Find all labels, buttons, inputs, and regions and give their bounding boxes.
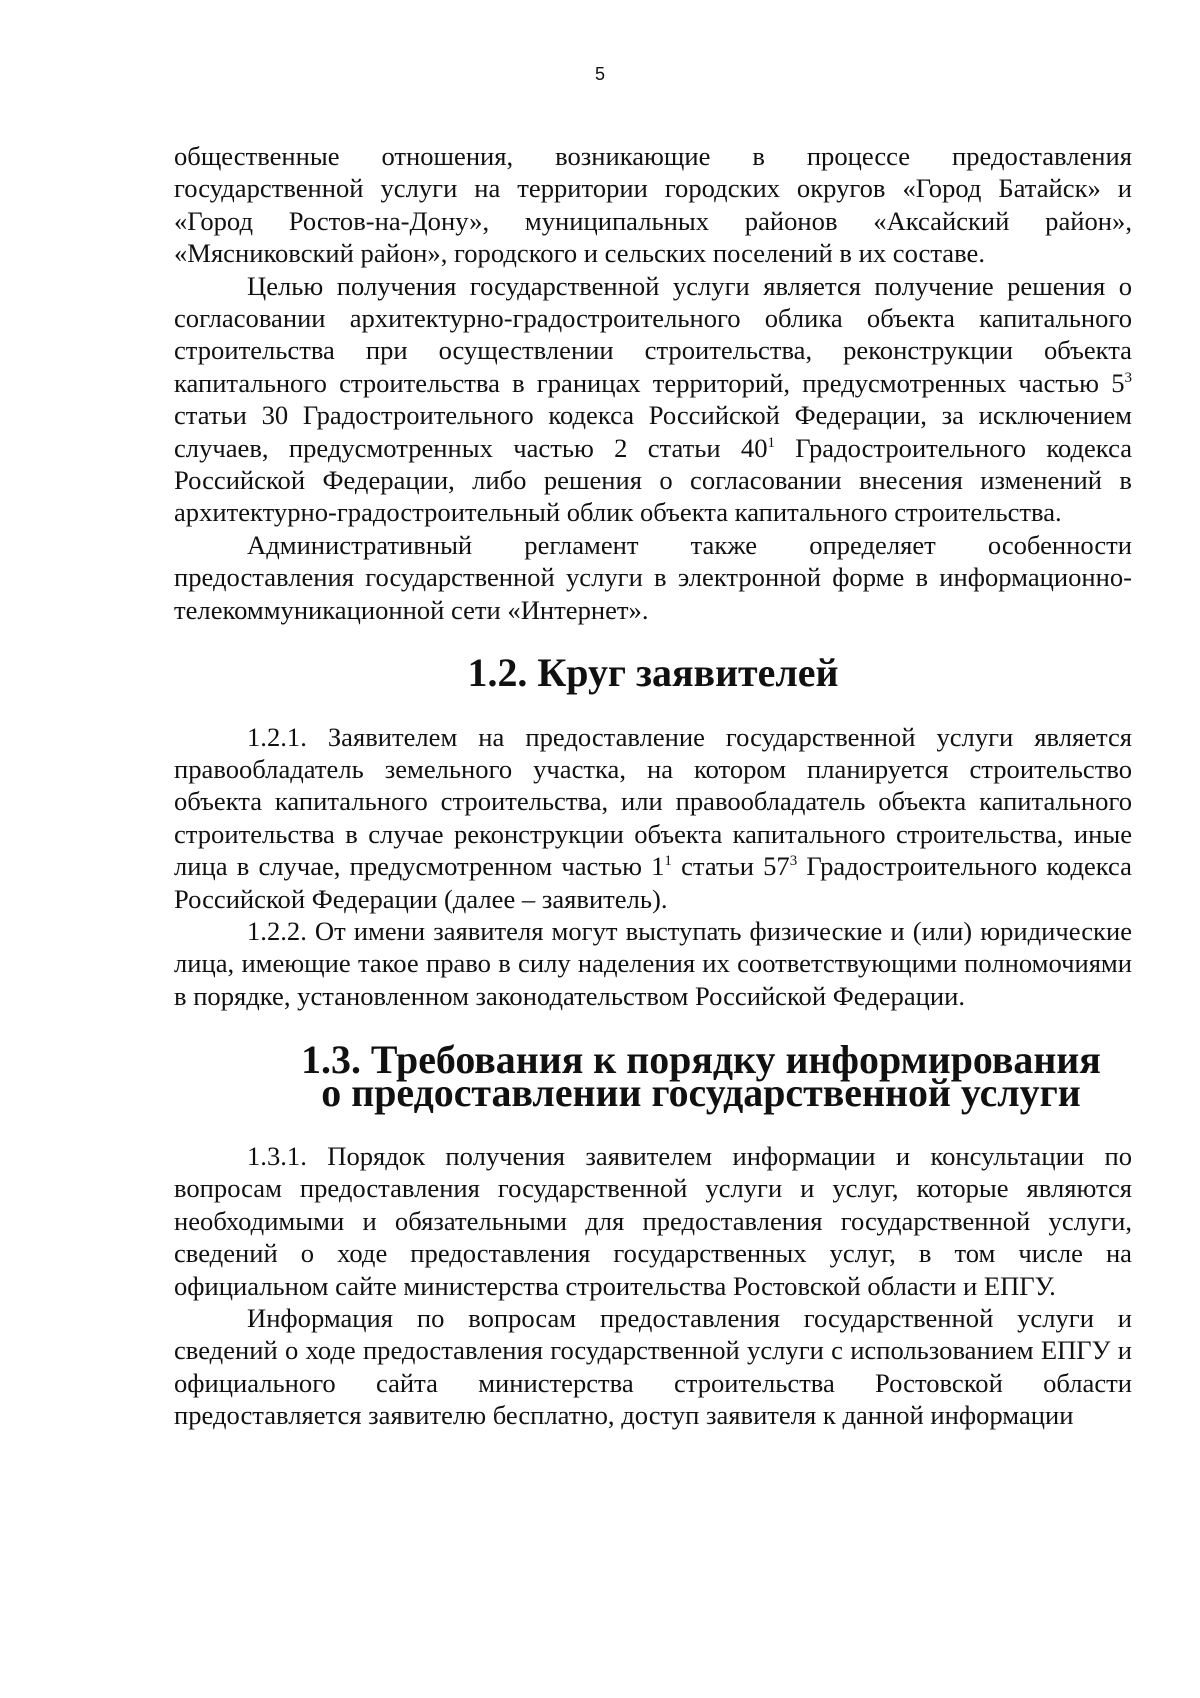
clause-1-2-1-text-3: Градостроительного кодекса Российской Федерации (далее – заявитель). [174,851,1132,914]
clause-1-3-1: 1.3.1. Порядок получения заявителем информации и консультации по вопросам предоставления государственной услуги и услуг, которые являются необходимыми и обязательными для предоставления государственной услуги, сведений о ходе предоставления государственных услуг, в том числе на официальном сайте министерства строительства Ростовской области и ЕПГУ. [174,1140,1132,1301]
document-body [174,140,1132,1432]
superscript: 3 [1124,369,1132,386]
page-number: 5 [594,64,605,84]
section-heading-1-2: 1.2. Круг заявителей [467,650,839,696]
clause-1-2-2: 1.2.2. От имени заявителя могут выступать физические и (или) юридические лица, имеющие такое право в силу наделения их соответствующими полномочиями в порядке, установленном законодательством Российской Федерации. [174,915,1132,1011]
clause-1-2-1-text-2: статьи 57 [671,851,790,882]
superscript: 1 [664,853,672,870]
superscript: 1 [767,434,775,451]
intro-paragraph-1: общественные отношения, возникающие в процессе предоставления государственной услуги на территории городских округов «Город Батайск» и «Город Ростов-на-Дону», муниципальных районов «Аксайский район», «Мясниковский район», городского и сельских поселений в их составе. [174,141,1132,269]
superscript: 3 [789,853,798,870]
intro-paragraph-3: Административный регламент также определяет особенности предоставления государственной услуги в электронной форме в информационно-телекоммуникационной сети «Интернет». [174,529,1132,625]
intro-paragraph-2-text-1: Целью получения государственной услуги является получение решения о согласовании архитектурно-градостроительного облика объекта капитального строительства при осуществлении строительства, реконструкции объекта капитального строительства в границах территорий, предусмотренных частью 5 [174,270,1132,398]
intro-paragraph-2-text-3: Градостроительного кодекса Российской Федерации, либо решения о согласовании внесения изменений в архитектурно-градостроительный облик объекта капитального строительства. [174,432,1132,528]
clause-1-3-1-paragraph-2: Информация по вопросам предоставления государственной услуги и сведений о ходе предоставления государственной услуги с использованием ЕПГУ и официального сайта министерства строительства Ростовской области предоставляется заявителю бесплатно, доступ заявителя к данной информации [174,1303,1132,1431]
intro-paragraph-2 [174,270,1132,529]
section-heading-1-3-line-1: 1.3. Требования к порядку информирования [301,1037,1101,1083]
clause-1-2-1-text-1: 1.2.1. Заявителем на предоставление государственной услуги является правообладатель земельного участка, на котором планируется строительство объекта капитального строительства, или правообладатель объекта капитального строительства в случае реконструкции объекта капитального строительства, иные лица в случае, предусмотренном частью 1 [174,721,1132,882]
clause-1-2-1 [174,721,1132,915]
section-heading-1-3 [174,1037,1132,1115]
intro-paragraph-2-text-2: статьи 30 Градостроительного кодекса Российской Федерации, за исключением случаев, предусмотренных частью 2 статьи 40 [174,400,1132,463]
section-heading-1-3-line-2: о предоставлении государственной услуги [321,1069,1081,1115]
